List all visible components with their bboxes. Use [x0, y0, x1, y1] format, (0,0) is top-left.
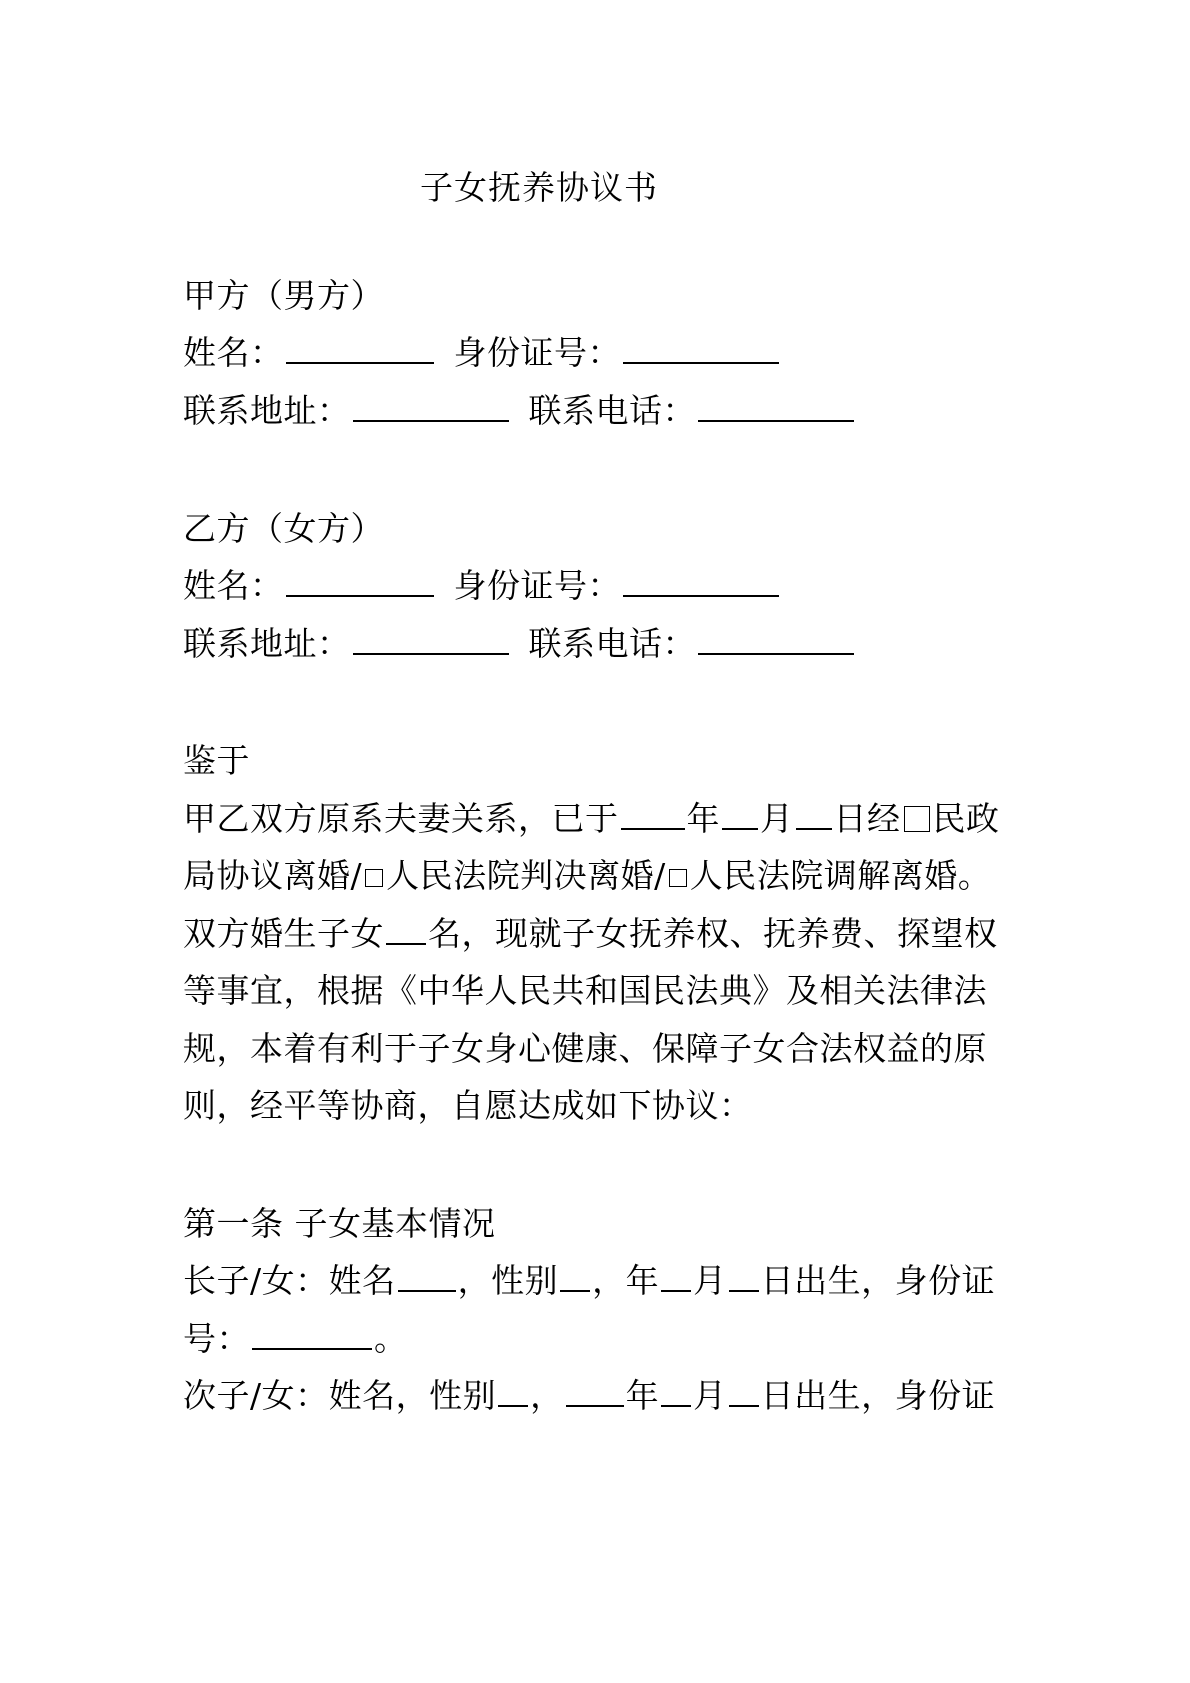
id-blank — [623, 336, 779, 364]
document-title: 子女抚养协议书 — [420, 168, 658, 207]
child-text: 长子/女：姓名 — [183, 1261, 396, 1300]
party-b-name-row — [183, 566, 781, 606]
preamble-text: 名，现就子女抚养权、抚养费、探望权 — [428, 914, 998, 953]
child-text: 月 — [693, 1261, 727, 1300]
child-month-blank — [661, 1379, 691, 1407]
preamble-text: 双方婚生子女 — [183, 914, 384, 953]
party-a-contact-row — [183, 391, 856, 431]
child-text: ，年 — [592, 1261, 660, 1300]
child-day-blank — [729, 1264, 759, 1292]
child-id-label: 号： — [183, 1319, 250, 1358]
preamble-text: 人民法院判决离婚/ — [386, 856, 666, 895]
id-label: 身份证号： — [453, 566, 621, 605]
checkbox-court-mediation — [669, 869, 687, 887]
party-b-contact-row — [183, 624, 856, 664]
preamble-line-2 — [183, 856, 991, 896]
address-blank — [353, 627, 509, 655]
day-label: 日经 — [833, 799, 901, 838]
phone-label: 联系电话： — [528, 624, 696, 663]
preamble-text: 人民法院调解离婚。 — [689, 856, 992, 895]
preamble-line-3 — [183, 914, 998, 954]
child-gender-blank — [560, 1264, 590, 1292]
address-label: 联系地址： — [183, 624, 351, 663]
child-text: 月 — [693, 1376, 727, 1415]
child-day-blank — [729, 1379, 759, 1407]
child-1-row — [183, 1261, 995, 1301]
name-label: 姓名： — [183, 333, 284, 372]
child-text: ，性别 — [457, 1261, 559, 1300]
address-blank — [353, 394, 509, 422]
year-label: 年 — [686, 799, 720, 838]
preamble-text: 甲乙双方原系夫妻关系，已于 — [183, 799, 619, 838]
child-name-blank — [398, 1264, 456, 1292]
address-label: 联系地址： — [183, 391, 351, 430]
party-b-heading: 乙方（女方） — [183, 509, 384, 548]
checkbox-court-judgment — [365, 869, 383, 887]
child-month-blank — [661, 1264, 691, 1292]
child-gender-blank — [498, 1379, 528, 1407]
child-2-row — [183, 1376, 995, 1416]
preamble-line-6: 则，经平等协商，自愿达成如下协议： — [183, 1086, 753, 1125]
day-blank — [796, 802, 832, 830]
preamble-lead: 鉴于 — [183, 741, 250, 780]
name-blank — [286, 569, 434, 597]
preamble-line-5: 规，本着有利于子女身心健康、保障子女合法权益的原 — [183, 1029, 987, 1068]
preamble-line-4: 等事宜，根据《中华人民共和国民法典》及相关法律法 — [183, 971, 987, 1010]
name-label: 姓名： — [183, 566, 284, 605]
preamble-text: 民政 — [932, 799, 1000, 838]
phone-label: 联系电话： — [528, 391, 696, 430]
phone-blank — [698, 627, 854, 655]
checkbox-civil-affairs — [904, 806, 930, 832]
child-text: 日出生，身份证 — [760, 1261, 996, 1300]
party-a-heading: 甲方（男方） — [183, 276, 384, 315]
child-id-blank — [252, 1322, 372, 1350]
party-a-name-row — [183, 333, 781, 373]
id-label: 身份证号： — [453, 333, 621, 372]
child-text: 。 — [374, 1319, 408, 1358]
child-text: 次子/女：姓名，性别 — [183, 1376, 497, 1415]
child-text: ， — [530, 1376, 564, 1415]
child-text: 年 — [625, 1376, 660, 1415]
month-label: 月 — [760, 799, 794, 838]
article-1-heading: 第一条 子女基本情况 — [183, 1204, 496, 1243]
preamble-text: 局协议离婚/ — [183, 856, 363, 895]
child-text: 日出生，身份证 — [760, 1376, 996, 1415]
id-blank — [623, 569, 779, 597]
month-blank — [722, 802, 758, 830]
name-blank — [286, 336, 434, 364]
child-year-blank — [566, 1379, 624, 1407]
children-count-blank — [386, 917, 426, 945]
preamble-line-1 — [183, 799, 1000, 839]
child-1-id-row — [183, 1319, 408, 1359]
year-blank — [621, 802, 685, 830]
phone-blank — [698, 394, 854, 422]
